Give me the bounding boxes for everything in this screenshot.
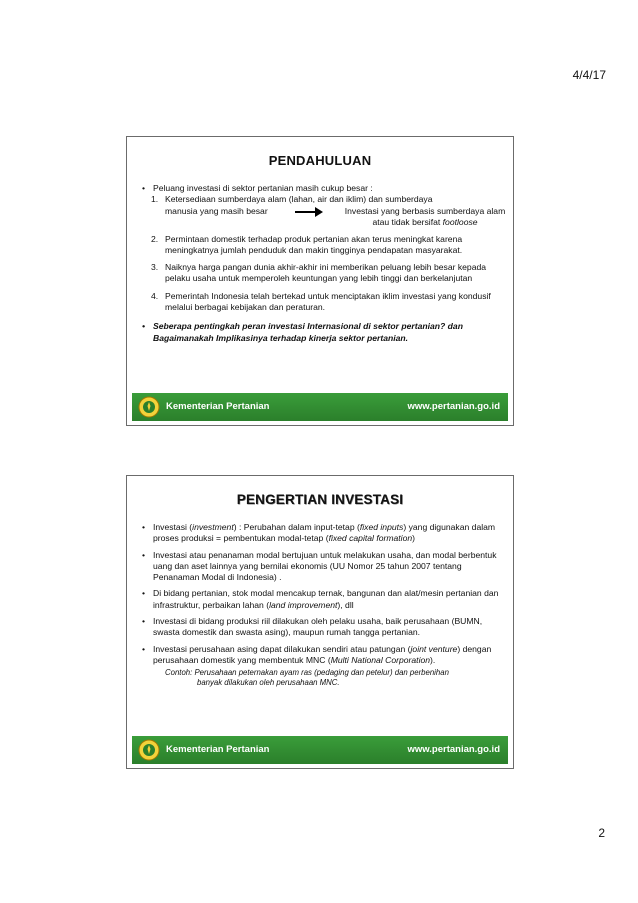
bullet-text: Di bidang pertanian, stok modal mencakup ternak, bangunan dan alat/mesin pertanian dan infrastruktur, perbaikan lahan ( bbox=[153, 588, 499, 610]
numbered-item bbox=[141, 194, 503, 205]
page-number: 2 bbox=[598, 826, 605, 840]
bullet-item bbox=[141, 183, 503, 194]
bullet-item bbox=[141, 616, 503, 639]
bullet-text: ) : Perubahan dalam input-tetap ( bbox=[233, 522, 360, 532]
italic-term: fixed capital formation bbox=[328, 533, 413, 544]
slide-footer bbox=[132, 393, 508, 421]
kementan-logo-icon bbox=[138, 739, 160, 761]
item-text: Ketersediaan sumberdaya alam (lahan, air dan iklim) dan sumberdaya bbox=[165, 194, 433, 205]
item-text: Permintaan domestik terhadap produk pertanian akan terus meningkat karena meningkatnya jumlah penduduk dan makin tingginya pendapatan masyarakat. bbox=[165, 233, 463, 255]
bullet-item bbox=[141, 522, 503, 545]
example-line: Contoh: Perusahaan peternakan ayam ras (pedaging dan petelur) dan perbenihan bbox=[165, 668, 449, 678]
item-number: 1. bbox=[151, 194, 159, 205]
italic-term: Multi National Corporation bbox=[330, 654, 431, 665]
footloose-term: footloose bbox=[442, 216, 478, 227]
arrow-right-text bbox=[325, 206, 525, 229]
italic-term: fixed inputs bbox=[359, 522, 404, 532]
right-arrow-icon bbox=[295, 207, 323, 217]
item-number: 4. bbox=[151, 290, 159, 301]
slide-pengertian-investasi bbox=[126, 475, 514, 769]
footer-ministry-name: Kementerian Pertanian bbox=[166, 401, 270, 412]
item-text: Naiknya harga pangan dunia akhir-akhir ini memberikan peluang lebih besar kepada pelaku usaha untuk memperoleh keuntungan yang lebih tinggi dan berkelanjutan bbox=[165, 262, 487, 284]
bullet-text: ). bbox=[430, 654, 436, 665]
numbered-item bbox=[141, 234, 503, 257]
italic-term: joint venture bbox=[410, 643, 458, 654]
bullet-text: ) dengan perusahaan domestik yang membentuk MNC ( bbox=[153, 643, 492, 665]
footer-website: www.pertanian.go.id bbox=[407, 744, 500, 755]
question-bullet bbox=[141, 321, 503, 344]
slide-title: PENDAHULUAN bbox=[268, 153, 372, 168]
bullet-item bbox=[141, 644, 503, 667]
bullet-item bbox=[141, 588, 503, 611]
bullet-text: Investasi di bidang produksi riil dilakukan oleh pelaku usaha, baik perusahaan (BUMN, swasta domestik dan swasta asing), maupun rumah tangga pertanian. bbox=[153, 616, 483, 638]
italic-term: land improvement bbox=[269, 599, 338, 610]
bullet-text: ) bbox=[412, 533, 416, 544]
item-text: Pemerintah Indonesia telah bertekad untuk menciptakan iklim investasi yang kondusif melalui berbagai kebijakan dan peraturan. bbox=[165, 290, 491, 313]
bullet-text: Investasi atau penanaman modal bertujuan untuk melakukan usaha, dan modal berbentuk uang dan aset lainnya yang bernilai ekonomis (UU Nomor 25 tahun 2007 tentang Penanaman Modal di Indonesia) . bbox=[153, 549, 497, 583]
arrow-right-line1: Investasi yang berbasis sumberdaya alam bbox=[344, 205, 506, 216]
slide-content bbox=[141, 183, 506, 344]
slide-title: PENGERTIAN INVESTASI bbox=[236, 492, 404, 507]
item-number: 3. bbox=[151, 262, 159, 273]
footer-ministry-name: Kementerian Pertanian bbox=[166, 744, 270, 755]
bullet-text: Investasi ( bbox=[153, 522, 193, 532]
arrow-row bbox=[141, 205, 506, 228]
date-header: 4/4/17 bbox=[572, 68, 606, 82]
footer-website: www.pertanian.go.id bbox=[407, 401, 500, 412]
bullet-text: Peluang investasi di sektor pertanian masih cukup besar : bbox=[153, 183, 373, 193]
bullet-text: Investasi perusahaan asing dapat dilakukan sendiri atau patungan ( bbox=[153, 643, 411, 654]
bullet-text: ), dll bbox=[337, 599, 354, 610]
slide-pendahuluan bbox=[126, 136, 514, 426]
item-number: 2. bbox=[151, 233, 159, 244]
kementan-logo-icon bbox=[138, 396, 160, 418]
bullet-item bbox=[141, 550, 503, 584]
slide-footer bbox=[132, 736, 508, 764]
arrow-right-line2: atau tidak bersifat bbox=[372, 216, 443, 227]
bullet-text: ) yang digunakan dalam proses produksi = pembentukan modal-tetap ( bbox=[153, 522, 496, 544]
example-line: banyak dilakukan oleh perusahaan MNC. bbox=[197, 678, 340, 688]
numbered-item bbox=[141, 262, 503, 285]
italic-term: investment bbox=[192, 522, 234, 532]
numbered-item bbox=[141, 291, 503, 314]
question-text: Seberapa pentingkah peran investasi Internasional di sektor pertanian? dan Bagaimanakah Implikasinya terhadap kinerja sektor pertanian. bbox=[153, 321, 463, 343]
example-note bbox=[141, 668, 503, 688]
arrow-left-text: manusia yang masih besar bbox=[165, 205, 268, 216]
slide-content bbox=[141, 522, 503, 688]
